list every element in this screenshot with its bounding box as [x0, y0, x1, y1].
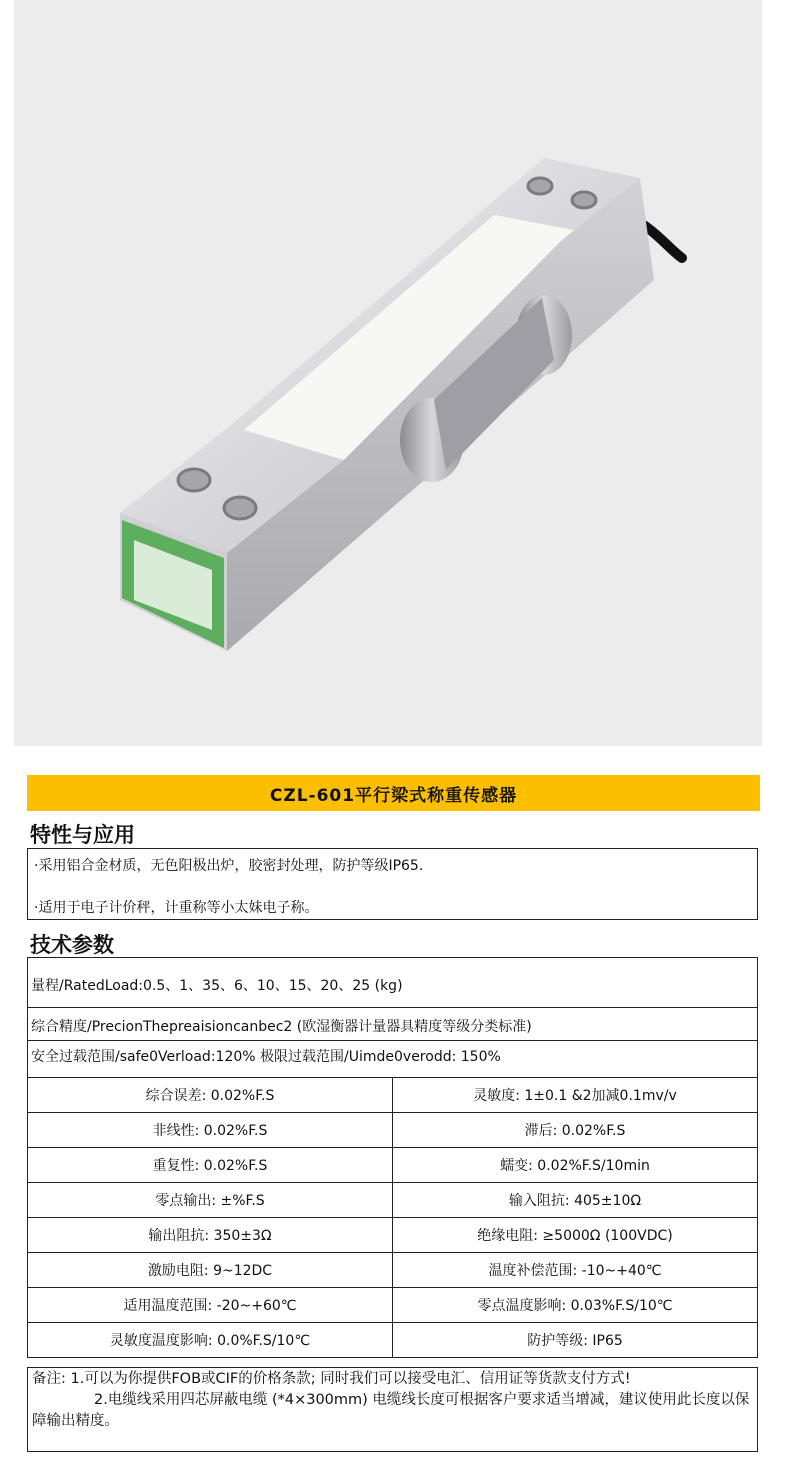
table-row: [28, 1253, 758, 1288]
product-title: CZL-601平行梁式称重传感器: [269, 785, 518, 806]
table-cell: 蠕变: 0.02%F.S/10min: [393, 1148, 758, 1183]
table-row: [28, 1183, 758, 1218]
table-cell: 防护等级: IP65: [393, 1323, 758, 1358]
table-cell: 输出阻抗: 350±3Ω: [28, 1218, 393, 1253]
product-title-bar: [27, 775, 760, 811]
table-cell: 输入阻抗: 405±10Ω: [393, 1183, 758, 1218]
table-cell: 激励电阻: 9~12DC: [28, 1253, 393, 1288]
table-row: [28, 1078, 758, 1113]
table-cell: 灵敏度温度影响: 0.0%F.S/10℃: [28, 1323, 393, 1358]
feature-item: ·适用于电子计价秤，计重称等小太妹电子称。: [34, 900, 319, 916]
parameter-table: [27, 1077, 758, 1358]
features-box: [27, 848, 758, 920]
table-cell: 综合误差: 0.02%F.S: [28, 1078, 393, 1113]
note-line-1: 备注: 1.可以为你提供FOB或CIF的价格条款; 同时我们可以接受电汇、信用证等货款支付方式!: [32, 1371, 631, 1387]
feature-item: ·采用铝合金材质，无色阳极出炉，胶密封处理，防护等级IP65.: [34, 858, 424, 874]
table-row: [28, 1288, 758, 1323]
load-cell-image: [14, 0, 762, 746]
note-line-2: 2.电缆线采用四芯屏蔽电缆 (*4×300mm) 电缆线长度可根据客户要求适当增减，建议使用此长度以保障输出精度。: [32, 1392, 750, 1429]
table-row: [28, 1148, 758, 1183]
table-cell: 零点输出: ±%F.S: [28, 1183, 393, 1218]
table-cell: 绝缘电阻: ≥5000Ω (100VDC): [393, 1218, 758, 1253]
table-cell: 非线性: 0.02%F.S: [28, 1113, 393, 1148]
table-cell: 重复性: 0.02%F.S: [28, 1148, 393, 1183]
specs-heading: 技术参数: [30, 933, 114, 957]
features-heading: 特性与应用: [30, 823, 135, 847]
divider: [27, 1007, 758, 1008]
table-cell: 灵敏度: 1±0.1 &2加减0.1mv/v: [393, 1078, 758, 1113]
table-cell: 零点温度影响: 0.03%F.S/10℃: [393, 1288, 758, 1323]
table-row: [28, 1323, 758, 1358]
table-row: [28, 1113, 758, 1148]
precision-text: 综合精度/PrecionThepreaisioncanbec2 (欧湿衡器计量器具精度等级分类标准): [31, 1019, 532, 1035]
table-row: [28, 1218, 758, 1253]
table-cell: 滞后: 0.02%F.S: [393, 1113, 758, 1148]
rated-load-text: 量程/RatedLoad:0.5、1、35、6、10、15、20、25 (kg): [31, 978, 403, 994]
product-photo: [14, 0, 762, 746]
overload-text: 安全过载范围/safe0Verload:120% 极限过载范围/Uimde0verodd: 150%: [31, 1049, 501, 1065]
table-cell: 温度补偿范围: -10~+40℃: [393, 1253, 758, 1288]
notes-box: [27, 1367, 758, 1452]
table-cell: 适用温度范围: -20~+60℃: [28, 1288, 393, 1323]
divider: [27, 1040, 758, 1041]
